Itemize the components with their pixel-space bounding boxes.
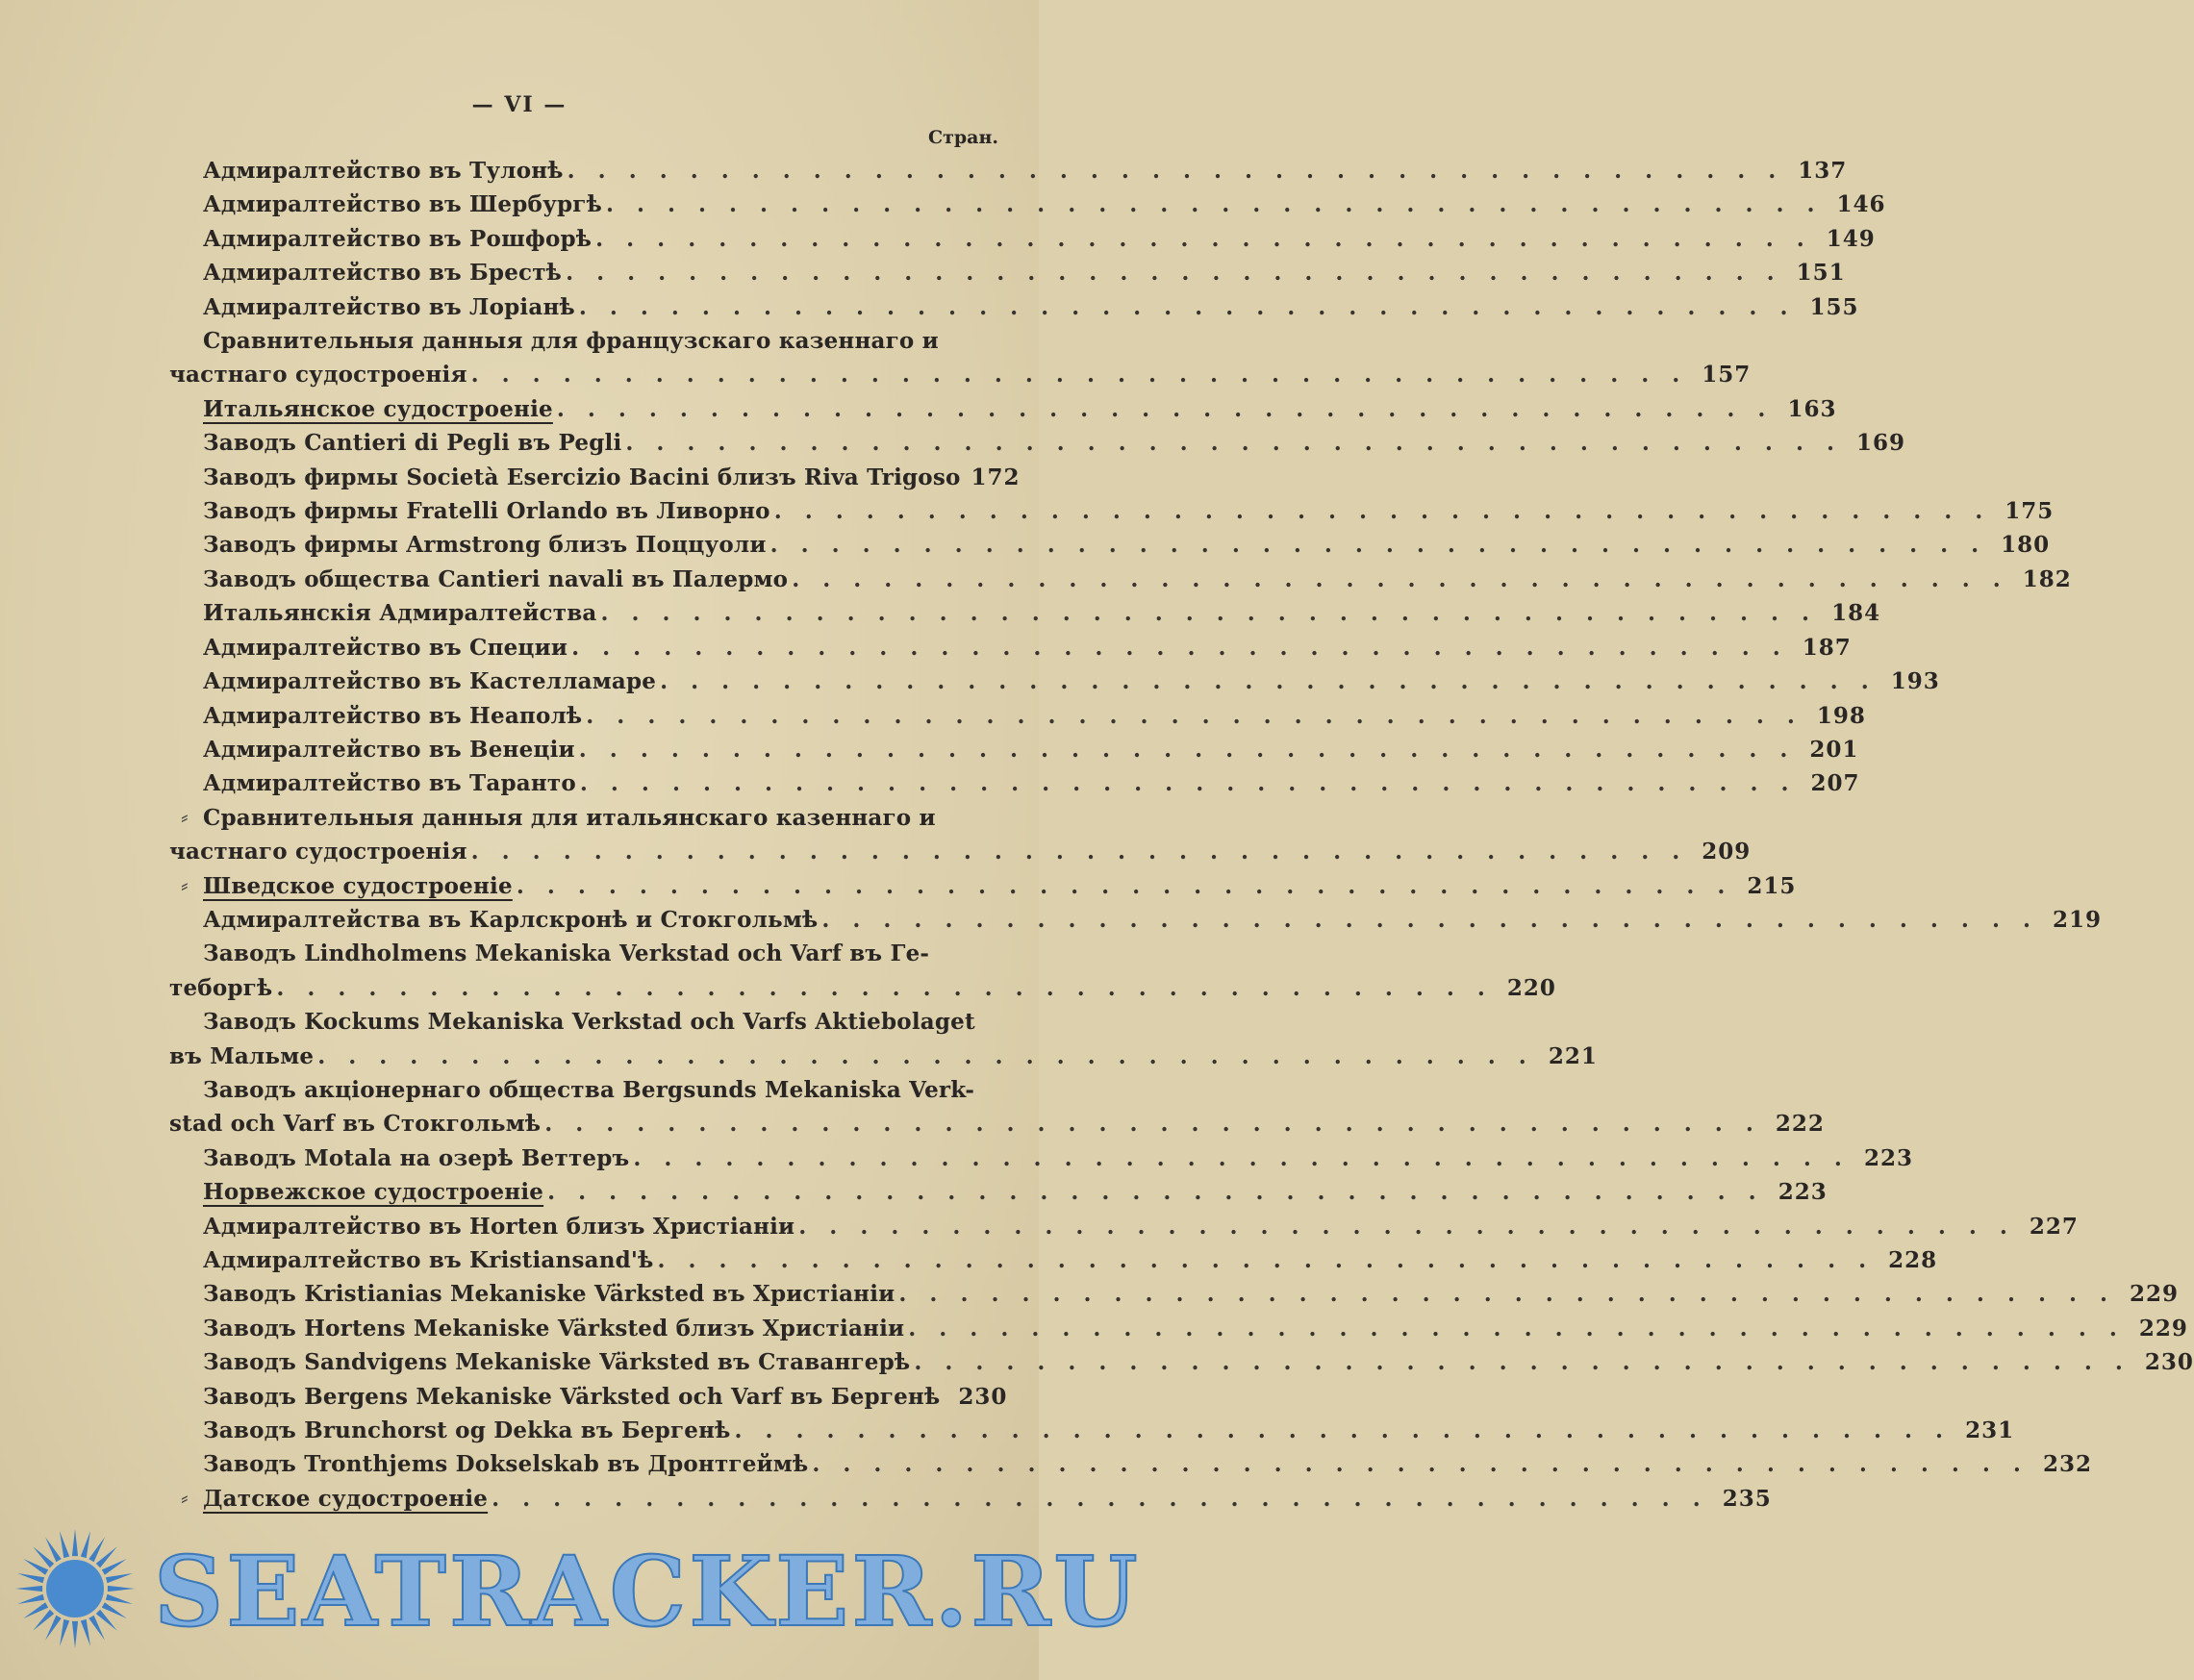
toc-entry-title: Адмиралтейство въ Шербургѣ	[203, 191, 602, 218]
toc-entry-title: Заводъ Hortens Mekaniske Värksted близъ Христіаніи	[203, 1315, 905, 1341]
sun-ray	[17, 1573, 44, 1583]
toc-page-number: 172	[971, 464, 1021, 490]
toc-page-number: 227	[2029, 1213, 2079, 1240]
toc-entry-title: Заводъ Tronthjems Dokselskab въ Дронтгеймѣ	[203, 1451, 809, 1478]
toc-entry	[171, 631, 1852, 664]
dot-leader: . . . . . . . . . . . . . . . . . . . . . . . . . . . . . . . . . . . . . . . .	[566, 260, 1782, 287]
toc-entry-title: Адмиралтейство въ Таранто	[203, 770, 576, 797]
toc-entry-title: Заводъ Lindholmens Mekaniska Verkstad och Varf въ Ге-	[203, 940, 930, 967]
toc-entry-title: Заводъ Cantieri di Pegli въ Pegli	[203, 430, 622, 457]
toc-entry-title: Адмиралтейство въ Брестѣ	[203, 260, 563, 287]
toc-page-number: 223	[1863, 1144, 1913, 1171]
dot-leader: . . . . . . . . . . . . . . . . . . . . . . . . . . . . . . . . . . . . . . . .	[773, 498, 1991, 525]
toc-page-number: 220	[1506, 974, 1556, 1001]
toc-entry-title: Сравнительныя данныя для итальянскаго казеннаго и	[203, 804, 936, 831]
toc-entry-title: Адмиралтейство въ Венеціи	[203, 736, 575, 763]
toc-page-number: 157	[1702, 362, 1752, 389]
sun-ray	[60, 1619, 69, 1646]
toc-page-number: 207	[1810, 770, 1860, 797]
toc-page-number: 230	[958, 1383, 1008, 1410]
toc-entry	[171, 154, 1848, 188]
toc-entry	[171, 1414, 2015, 1447]
toc-entry	[171, 664, 1940, 698]
toc-entry	[171, 1141, 1913, 1175]
dot-leader: . . . . . . . . . . . . . . . . . . . . . . . . . . . . . . . . . . . . . . . .	[317, 1042, 1534, 1069]
toc-page-number: 169	[1855, 430, 1905, 457]
dot-leader: . . . . . . . . . . . . . . . . . . . . . . . . . . . . . . . . . . . . . . . .	[821, 906, 2038, 933]
pencil-mark-icon: ⸗	[181, 872, 189, 898]
dot-leader: . . . . . . . . . . . . . . . . . . . . . . . . . . . . . . . . . . . . . . . .	[547, 1179, 1764, 1206]
toc-entry	[171, 733, 1859, 766]
sun-ray	[15, 1586, 42, 1592]
toc-entry-title: Заводъ Brunchorst og Dekka въ Бергенѣ	[203, 1417, 731, 1444]
toc-page-number: 230	[2144, 1349, 2194, 1376]
toc-page-number: 229	[2130, 1281, 2180, 1308]
toc-entry	[169, 1005, 1598, 1073]
toc-page-number: 187	[1802, 634, 1852, 661]
toc-entry	[171, 1447, 2092, 1481]
toc-entry	[171, 1312, 2188, 1345]
toc-entry	[169, 1073, 1825, 1141]
sun-ray	[23, 1559, 48, 1575]
dot-leader: . . . . . . . . . . . . . . . . . . . . . . . . . . . . . . . . . . . . . . . .	[516, 872, 1733, 899]
toc-entry	[171, 563, 2072, 596]
toc-entry	[171, 869, 1797, 903]
toc-entry-title: Заводъ Bergens Mekaniske Värksted och Varf въ Бергенѣ	[203, 1383, 941, 1410]
dot-leader: . . . . . . . . . . . . . . . . . . . . . . . . . . . . . . . . . . . . . . . .	[605, 191, 1823, 218]
toc-entry	[171, 222, 1876, 256]
toc-page-number: 182	[2022, 565, 2072, 592]
toc-page-number: 180	[2001, 532, 2051, 559]
pencil-mark-icon: ⸗	[181, 1485, 189, 1511]
dot-leader: . . . . . . . . . . . . . . . . . . . . . . . . . . . . . . . . . . . . . . . .	[579, 770, 1797, 797]
toc-entry	[171, 494, 2055, 528]
toc-entry	[171, 596, 1881, 630]
dot-leader: . . . . . . . . . . . . . . . . . . . . . . . . . . . . . . . . . . . . . . . .	[571, 634, 1788, 661]
toc-page-number: 215	[1747, 872, 1797, 899]
sun-ray	[106, 1573, 133, 1583]
sun-ray	[88, 1537, 105, 1562]
sun-ray	[72, 1621, 78, 1648]
dot-leader: . . . . . . . . . . . . . . . . . . . . . . . . . . . . . . . . . . . . . . . .	[812, 1451, 2029, 1478]
toc-page-number: 193	[1890, 668, 1940, 695]
toc-page-number: 219	[2052, 906, 2102, 933]
toc-entry-title: Итальянское судостроеніе	[203, 395, 553, 422]
dot-leader: . . . . . . . . . . . . . . . . . . . . . . . . . . . . . . . . . . . . . . . .	[798, 1213, 2015, 1240]
dot-leader: . . . . . . . . . . . . . . . . . . . . . . . . . . . . . . . . . . . . . . . .	[578, 293, 1796, 320]
toc-entry-title: Заводъ Kristianias Mekaniske Värksted въ Христіаніи	[203, 1281, 895, 1308]
toc-entry	[171, 528, 2051, 562]
toc-page-number: 229	[2138, 1315, 2188, 1341]
toc-entry	[169, 937, 1556, 1005]
dot-leader: . . . . . . . . . . . . . . . . . . . . . . . . . . . . . . . . . . . . . . . .	[792, 565, 2008, 592]
toc-page-number: 137	[1798, 158, 1848, 184]
toc-entry-title: Заводъ фирмы Armstrong близъ Поццуоли	[203, 532, 767, 559]
toc-page-number: 146	[1836, 191, 1886, 218]
toc-page-number: 231	[1965, 1417, 2015, 1444]
toc-entry-title: въ Мальме	[169, 1042, 315, 1069]
toc-entry	[171, 1243, 1938, 1277]
toc-entry-title: Заводъ общества Cantieri navali въ Палермо	[203, 565, 789, 592]
dot-leader: . . . . . . . . . . . . . . . . . . . . . . . . . . . . . . . . . . . . . . . .	[276, 974, 1493, 1001]
toc-entry-title: Заводъ акціонернаго общества Bergsunds Mekaniska Verk-	[203, 1076, 975, 1103]
toc-entry	[171, 1482, 1772, 1516]
toc-entry-title: Адмиралтейство въ Кастелламаре	[203, 668, 657, 695]
toc-entry-title: stad och Varf въ Стокгольмѣ	[169, 1111, 542, 1138]
toc-entry-title: Норвежское судостроеніе	[203, 1179, 544, 1206]
dot-leader: . . . . . . . . . . . . . . . . . . . . . . . . . . . . . . . . . . . . . . . .	[556, 395, 1774, 422]
toc-entry-title: Заводъ Motala на озерѣ Веттеръ	[203, 1144, 630, 1171]
toc-entry	[171, 903, 2102, 937]
toc-page-number: 163	[1787, 395, 1837, 422]
dot-leader: . . . . . . . . . . . . . . . . . . . . . . . . . . . . . . . . . . . . . . . .	[492, 1485, 1708, 1512]
toc-page-number: 209	[1702, 839, 1752, 865]
dot-leader: . . . . . . . . . . . . . . . . . . . . . . . . . . . . . . . . . . . . . . . .	[578, 736, 1796, 763]
toc-page-number: 151	[1796, 260, 1846, 287]
sun-ray	[23, 1602, 48, 1618]
toc-entry	[171, 188, 1886, 221]
page-number-header: — VI —	[471, 92, 567, 117]
toc-page-number: 235	[1722, 1485, 1772, 1512]
toc-entry	[169, 801, 1752, 869]
dot-leader: . . . . . . . . . . . . . . . . . . . . . . . . . . . . . . . . . . . . . . . .	[657, 1247, 1875, 1273]
sun-ray	[45, 1537, 62, 1562]
dot-leader: . . . . . . . . . . . . . . . . . . . . . . . . . . . . . . . . . . . . . . . .	[914, 1349, 2131, 1376]
toc-entry-title: Датское судостроеніе	[203, 1485, 489, 1512]
toc-entry-title: Шведское судостроеніе	[203, 872, 513, 899]
sun-ray	[102, 1602, 127, 1618]
dot-leader: . . . . . . . . . . . . . . . . . . . . . . . . . . . . . . . . . . . . . . . .	[470, 362, 1688, 389]
dot-leader: . . . . . . . . . . . . . . . . . . . . . . . . . . . . . . . . . . . . . . . .	[600, 600, 1818, 627]
toc-entry	[171, 426, 1905, 460]
toc-entry-title: частнаго судостроенія	[169, 362, 467, 389]
sun-ray	[45, 1616, 62, 1641]
toc-entry-title: Заводъ Sandvigens Mekaniske Värksted въ Ставангерѣ	[203, 1349, 911, 1376]
toc-entry-title: Адмиралтейство въ Неаполѣ	[203, 702, 583, 729]
sun-ray	[102, 1559, 127, 1575]
dot-leader: . . . . . . . . . . . . . . . . . . . . . . . . . . . . . . . . . . . . . . . .	[567, 158, 1784, 184]
toc-entry-title: Адмиралтейство въ Тулонѣ	[203, 158, 564, 184]
dot-leader: . . . . . . . . . . . . . . . . . . . . . . . . . . . . . . . . . . . . . . . .	[586, 702, 1803, 729]
toc-entry	[171, 1380, 1008, 1414]
dot-leader: . . . . . . . . . . . . . . . . . . . . . . . . . . . . . . . . . . . . . . . .	[660, 668, 1877, 695]
sun-ray	[17, 1594, 44, 1604]
toc-entry	[171, 766, 1860, 800]
dot-leader: . . . . . . . . . . . . . . . . . . . . . . . . . . . . . . . . . . . . . . . .	[633, 1144, 1850, 1171]
toc-entry-title: Адмиралтейство въ Рошфорѣ	[203, 225, 593, 252]
dot-leader: . . . . . . . . . . . . . . . . . . . . . . . . . . . . . . . . . . . . . . . .	[595, 225, 1812, 252]
pencil-mark-icon: ⸗	[181, 804, 189, 830]
toc-entry	[171, 1345, 2194, 1379]
toc-page-number: 201	[1809, 736, 1859, 763]
toc-entry-title: Адмиралтейство въ Лоріанѣ	[203, 293, 575, 320]
toc-page-number: 155	[1809, 293, 1859, 320]
toc-entry	[171, 290, 1859, 324]
dot-leader: . . . . . . . . . . . . . . . . . . . . . . . . . . . . . . . . . . . . . . . .	[898, 1281, 2116, 1308]
toc-page-number: 222	[1775, 1111, 1825, 1138]
toc-entry-title: теборгѣ	[169, 974, 273, 1001]
dot-leader: . . . . . . . . . . . . . . . . . . . . . . . . . . . . . . . . . . . . . . . .	[908, 1315, 2125, 1341]
watermark-text: SEATRACKER.RU	[154, 1535, 1141, 1648]
dot-leader: . . . . . . . . . . . . . . . . . . . . . . . . . . . . . . . . . . . . . . . .	[470, 839, 1688, 865]
toc-entry-title: Адмиралтейства въ Карлскронѣ и Стокгольмѣ	[203, 906, 819, 933]
sun-ray	[106, 1594, 133, 1604]
sun-ray	[81, 1619, 90, 1646]
toc-page-number: 232	[2042, 1451, 2092, 1478]
toc-entry-title: Заводъ фирмы Fratelli Orlando въ Ливорно	[203, 498, 770, 525]
toc-entry-title: Сравнительныя данныя для французскаго казеннаго и	[203, 328, 939, 355]
dot-leader: . . . . . . . . . . . . . . . . . . . . . . . . . . . . . . . . . . . . . . . .	[544, 1111, 1761, 1138]
toc-entry-title: Адмиралтейство въ Kristiansand'ѣ	[203, 1247, 654, 1273]
toc-entry	[171, 1210, 2079, 1243]
toc-entry-title: Адмиралтейство въ Horten близъ Христіаніи	[203, 1213, 795, 1240]
toc-entry	[171, 1175, 1828, 1209]
toc-entry	[171, 256, 1846, 289]
toc-page-number: 223	[1778, 1179, 1828, 1206]
sun-ray	[81, 1531, 90, 1558]
toc-page-number: 198	[1816, 702, 1866, 729]
toc-entry-title: Заводъ Kockums Mekaniska Verkstad och Varfs Aktiebolaget	[203, 1009, 975, 1036]
toc-entry-title: Заводъ фирмы Società Esercizio Bacini близъ Riva Trigoso	[203, 464, 961, 490]
toc-entry	[171, 461, 1021, 494]
dot-leader: . . . . . . . . . . . . . . . . . . . . . . . . . . . . . . . . . . . . . . . .	[769, 532, 1987, 559]
toc-entry-title: Адмиралтейство въ Специи	[203, 634, 568, 661]
toc-entry	[171, 699, 1866, 733]
toc-entry-title: Итальянскія Адмиралтейства	[203, 600, 597, 627]
toc-entry-title: частнаго судостроенія	[169, 839, 467, 865]
toc-entry	[171, 1277, 2180, 1311]
dot-leader: . . . . . . . . . . . . . . . . . . . . . . . . . . . . . . . . . . . . . . . .	[734, 1417, 1952, 1444]
toc-page-number: 221	[1548, 1042, 1598, 1069]
toc-page-number: 184	[1831, 600, 1881, 627]
toc-entry	[169, 324, 1752, 392]
toc-entry	[171, 392, 1837, 426]
sun-ray	[60, 1531, 69, 1558]
sun-ray	[88, 1616, 105, 1641]
page-column-label: Стран.	[927, 127, 998, 148]
toc-page-number: 228	[1888, 1247, 1938, 1273]
toc-page-number: 149	[1826, 225, 1876, 252]
dot-leader: . . . . . . . . . . . . . . . . . . . . . . . . . . . . . . . . . . . . . . . .	[625, 430, 1842, 457]
table-of-contents	[169, 154, 2194, 1516]
sun-ray	[108, 1586, 135, 1592]
toc-page-number: 175	[2005, 498, 2055, 525]
sun-ray	[72, 1529, 78, 1556]
